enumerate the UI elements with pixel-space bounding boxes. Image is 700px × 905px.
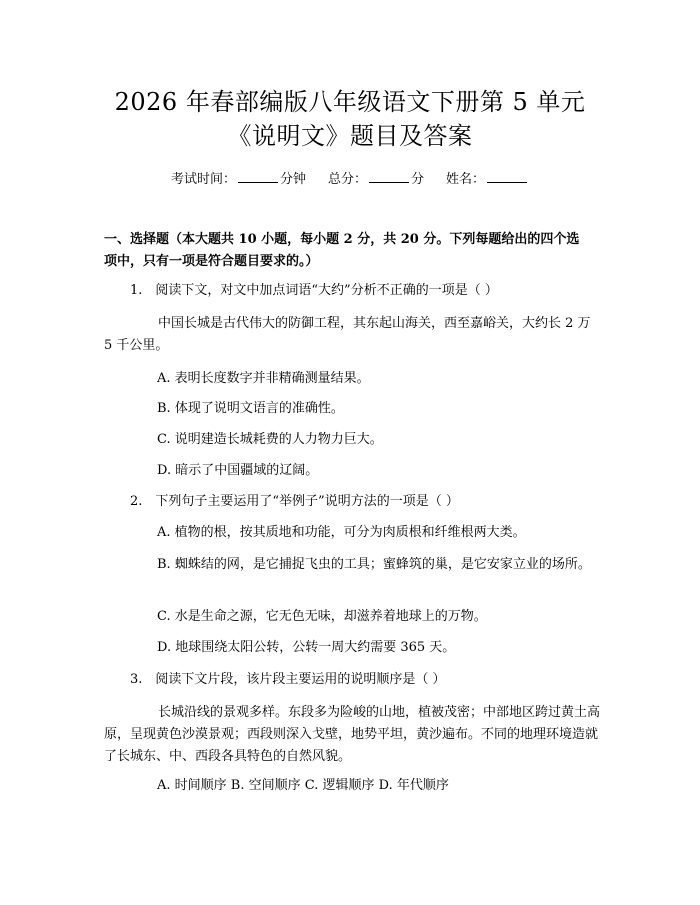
section-heading-line2: 项中，只有一项是符合题目要求的。） [104,254,319,269]
question-1-option-d: D. 暗示了中国疆域的辽阔。 [157,463,319,478]
total-score-label: 总分： [327,172,367,187]
question-3-stem: 3. 阅读下文片段，该片段主要运用的说明顺序是（ ） [130,672,446,687]
question-2-stem: 2. 下列句子主要运用了“举例子”说明方法的一项是（ ） [130,494,459,509]
question-2-option-c: C. 水是生命之源，它无色无味，却滋养着地球上的万物。 [157,609,487,624]
question-1-option-a: A. 表明长度数字并非精确测量结果。 [157,371,370,386]
question-2-option-b: B. 蜘蛛结的网，是它捕捉飞虫的工具；蜜蜂筑的巢，是它安家立业的场所。 [157,557,591,572]
question-3-passage: 长城沿线的景观多样。东段多为险峻的山地，植被茂密；中部地区跨过黄土高原，呈现黄色沙漠景观；西段则深入戈壁，地势平坦，黄沙遍布。不同的地理环境造就了长城东、中、西段各具特色的自然风貌。 [104,705,601,764]
page-title-line2: 《说明文》题目及答案 [227,122,473,150]
exam-time-unit: 分钟 [279,172,306,187]
total-score-blank [369,170,409,183]
student-name-blank [487,170,527,183]
question-1-passage: 中国长城是古代伟大的防御工程，其东起山海关，西至嘉峪关，大约长 2 万 5 千公里。 [104,316,591,353]
section-heading-line1: 一、选择题（本大题共 10 小题，每小题 2 分，共 20 分。下列每题给出的四个选 [104,232,580,247]
student-name-label: 姓名： [446,172,486,187]
exam-time-label: 考试时间： [170,172,236,187]
question-2-option-d: D. 地球围绕太阳公转，公转一周大约需要 365 天。 [157,640,456,655]
question-1-stem: 1. 阅读下文，对文中加点词语“大约”分析不正确的一项是（ ） [130,283,498,298]
exam-info-line [0,170,700,189]
question-1-option-c: C. 说明建造长城耗费的人力物力巨大。 [157,432,383,447]
question-3-options: A. 时间顺序 B. 空间顺序 C. 逻辑顺序 D. 年代顺序 [157,778,449,793]
page-title-line1: 2026 年春部编版八年级语文下册第 5 单元 [114,88,586,116]
question-1-option-b: B. 体现了说明文语言的准确性。 [157,401,344,416]
question-2-option-a: A. 植物的根，按其质地和功能，可分为肉质根和纤维根两大类。 [157,525,526,540]
exam-time-blank [238,170,278,183]
total-score-unit: 分 [411,172,425,187]
